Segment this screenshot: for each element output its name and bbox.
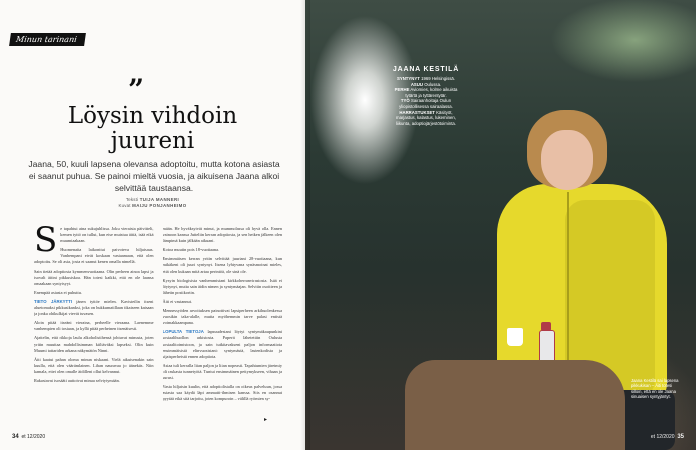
fact-label: ASUU <box>410 81 423 87</box>
magazine-issue: et 12/2020 <box>21 434 46 440</box>
paragraph: Aloin pitää itseäni vieraina, perheelle vieraana. Laenemme vanhempien oli tosiaan, ja kyllä pitää perheinen itsenäisesti. <box>34 320 154 332</box>
fact-label: TYÖ <box>400 98 410 104</box>
fact-label: HARRASTUKSET <box>399 109 435 115</box>
paragraph: Vasta hiljaisin kuulin, että adoptiolistalla on oikeus palveluun, jossa asiasta saa käydä läpi ammatti-ihmisen kanssa. Siis en osannut pyytää eikä sitä tarjottu, joten kompuroin – välillä ryömien sy- <box>162 384 282 402</box>
paragraph: lapsuudestani löytyi syntymäkaupunkini sosiaalihuollon arkistosta. Paperit lähetettiin Oulusta sosiaalitoimistoon, ja sain tutkitavakseni paljon informaatiota ensimmäisistä elinvuosistani: syntymästä, lastenkodista ja sijaisperheistä ennen adoptiota. <box>162 329 282 359</box>
left-page <box>0 0 305 450</box>
lead-paragraph: Jaana, 50, kuuli lapsena olevansa adoptoitu, mutta kotona asiasta ei saanut puhua. Se painoi mieltä vuosia, ja aikuisena Jaana alkoi selvittää taustaansa. <box>28 159 280 193</box>
fact-value: Sairaanhoitaja Oulun yliopistollisessa sairaalassa. <box>399 98 453 109</box>
paragraph: Ensimmäisen kerran yritin selvittää juuriani 28-vuotiaana, kun mikäkeni oli juuri syntynyt. Itsena lyhtyvana synäsmoinat mieles, että olen kukaan mitä artaa perintöä, ole sinä ole. <box>162 256 282 274</box>
drop-cap: S <box>34 226 58 260</box>
right-page-photo <box>305 0 696 450</box>
fact-label: PERHE <box>394 87 410 93</box>
paragraph: Ajattelin, että rikkoja laulu alkoholistihensä johtuvat minusta, joten yritin muuttaa mahdollisimman kiiltäväksi lapseksi. Olin kuin Muumi tattariden arkana näkymätön Ninni. <box>34 335 154 353</box>
rock <box>405 360 625 450</box>
credit-photo-name: MAIJU PONJANHEIMO <box>132 203 187 208</box>
headline-line-2: juureni <box>110 128 195 154</box>
credit-photo-label: Kuvat <box>118 203 131 208</box>
page-number: 35 <box>677 434 684 440</box>
fact-label: SYNTYNYT <box>396 76 420 81</box>
face <box>541 130 593 190</box>
paragraph: Huomenaita laikonttui paivoteva hiljaisaus. Vanhempani eivät koskaan vastaamaan, että olen adoptoitu. Se oli asia, josta ei saanut kenen omalla nimellä. <box>34 247 154 265</box>
fact-value: 1969 Helsingissä. <box>421 76 456 81</box>
cup <box>507 328 523 346</box>
fact-value: Aviomies, kolme aikuista tytärtä ja tyttärentytär. <box>405 87 458 98</box>
fact-box <box>389 66 463 126</box>
paragraph: Äiti ei vastannut. <box>162 298 192 304</box>
section-tag: Minun tarinani <box>9 33 86 46</box>
paragraph: Kotoa muutin pois 18-vuotiaana. <box>162 247 220 253</box>
credit-text-label: Teksti <box>125 197 139 202</box>
paragraph: Mennessyöden arvoituksen painottivat lapsiperheen arkihuolenkessa vuosikin taka-alalle, mutta myöhemmin tarve palasi entistä voimakkaampana. <box>162 308 282 326</box>
page-gutter <box>300 0 310 450</box>
paragraph: Sain tietää adoptiosta kymmenvuotiaana. Olin perheen ainoa lapsi ja isovalt äitini pikkusiskoa. Hän totesi kaikki, että en ole laansa omaakaan syntyisyyt. <box>34 268 154 286</box>
paragraph: mään. He hyväksyivät minut, ja mummolassa oli hyvä olla. Ennen vainoon kanssa Jutteliin kerran adoptiosta, ja sen hetken jälkeen olen lämpimä kuin jälkään aikuani. <box>162 226 282 244</box>
body-column-1 <box>34 226 154 412</box>
credits <box>0 197 305 209</box>
subhead: TIETO JÄRKYTTI <box>34 298 72 304</box>
subhead: LOPULTA TIETOJA <box>162 329 204 335</box>
fact-value: Käsityöt, marjastus, kalastus, lukeminen, liikunta, adoptiojärjestötoiminta. <box>396 109 456 126</box>
folio-right <box>651 434 684 440</box>
body-column-2 <box>163 226 283 412</box>
headline <box>0 104 305 154</box>
paragraph: Rakastavat isosääti auttoivat minua selviytymään. <box>34 377 120 383</box>
paragraph: Enempää asiasta ei puhuttu. <box>34 289 82 295</box>
page-number: 34 <box>12 434 19 440</box>
paragraph: Äiti kaatui pahan oloma minun niskaani. Vielä aikuisenakin sain kuulla, että olen väärämlainen. Lihan nauravaa jo äänekäs. Niin kamala, ettei olen omalle äidilleni ollut kelvannut. <box>34 356 154 374</box>
paragraph: Kysyin biologisista vanhemmistani kirkkoherranvirastosta. Isää ei löytynyt, mutta sain äidin nimen ja syntymäajan. Selvitin osoitteen ja lähetin postikortin. <box>162 277 282 295</box>
fact-value: Oulussa. <box>424 81 442 87</box>
body-text <box>34 226 282 412</box>
quote-mark: ” <box>128 73 145 106</box>
folio-left <box>12 434 45 440</box>
credit-text-name: TUIJA MANNERI <box>139 197 180 202</box>
photo-caption: Jaana Kestilä sai lapsena pikkukisan – Äiti totesi silloin, että en ole Jaana sinuaisen syntyjäntyt. <box>631 378 679 400</box>
magazine-issue: et 12/2020 <box>650 434 675 440</box>
continue-arrow-icon: ▸ <box>264 416 268 423</box>
paragraph: e tapahtui aina sukujuhlissa. Joku vieraista päivitteli, kemen tyttö on tullut, kun eise muistua äitiä, isää eikä muumiaakaan. <box>60 226 154 244</box>
fact-name: JAANA KESTILÄ <box>392 66 460 73</box>
paragraph: jänen tyttöe mielen. Kavisteilin itseni aluetomaksi ptkkusikanksi, joka on hukkumatillaan tikaiseen katsaan ja jonka ohikulkijat vievät tuvasen. <box>34 298 154 317</box>
headline-line-1: Löysin vihdoin <box>67 103 238 129</box>
paragraph: Asiaa tuli kerralla liian paljon ja liian nopeasti. Tapahtumien järetmiy oli raskasta tunnetyötä. Tuntui ensimmäinen pettymykseen, vihaan ja surusi. <box>162 362 282 380</box>
